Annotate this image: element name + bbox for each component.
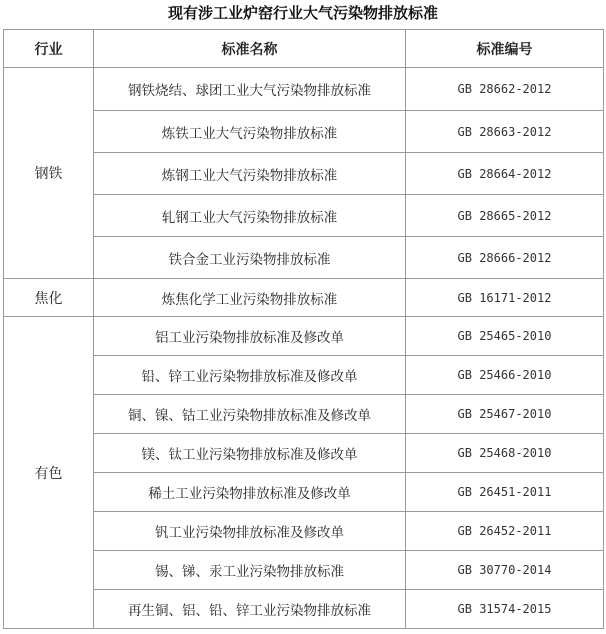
standard-name-cell: 钢铁烧结、球团工业大气污染物排放标准 bbox=[94, 68, 406, 111]
table-row bbox=[4, 512, 604, 551]
standard-code-cell: GB 28665-2012 bbox=[406, 195, 604, 237]
standard-name-cell: 轧钢工业大气污染物排放标准 bbox=[94, 195, 406, 237]
standard-code-cell: GB 28666-2012 bbox=[406, 237, 604, 279]
standard-code-cell: GB 28663-2012 bbox=[406, 111, 604, 153]
standard-name-cell: 炼焦化学工业污染物排放标准 bbox=[94, 279, 406, 317]
standard-code-cell: GB 16171-2012 bbox=[406, 279, 604, 317]
standard-code-cell: GB 25465-2010 bbox=[406, 317, 604, 356]
table-row bbox=[4, 279, 604, 317]
table-row bbox=[4, 356, 604, 395]
table-row bbox=[4, 590, 604, 629]
header-standard-name: 标准名称 bbox=[94, 30, 406, 68]
standard-name-cell: 镁、钛工业污染物排放标准及修改单 bbox=[94, 434, 406, 473]
standard-code-cell: GB 30770-2014 bbox=[406, 551, 604, 590]
page-title: 现有涉工业炉窑行业大气污染物排放标准 bbox=[167, 4, 438, 22]
table-row bbox=[4, 195, 604, 237]
standard-code-cell: GB 28664-2012 bbox=[406, 153, 604, 195]
industry-cell: 有色 bbox=[4, 317, 94, 629]
table-row bbox=[4, 317, 604, 356]
standard-code-cell: GB 28662-2012 bbox=[406, 68, 604, 111]
table-row bbox=[4, 395, 604, 434]
table-row bbox=[4, 434, 604, 473]
header-industry: 行业 bbox=[4, 30, 94, 68]
standard-name-cell: 铅、锌工业污染物排放标准及修改单 bbox=[94, 356, 406, 395]
industry-cell: 焦化 bbox=[4, 279, 94, 317]
standard-code-cell: GB 26452-2011 bbox=[406, 512, 604, 551]
standard-name-cell: 铁合金工业污染物排放标准 bbox=[94, 237, 406, 279]
standards-table bbox=[3, 29, 604, 629]
standard-code-cell: GB 25466-2010 bbox=[406, 356, 604, 395]
standard-name-cell: 稀土工业污染物排放标准及修改单 bbox=[94, 473, 406, 512]
standard-name-cell: 炼钢工业大气污染物排放标准 bbox=[94, 153, 406, 195]
table-row bbox=[4, 111, 604, 153]
standard-name-cell: 钒工业污染物排放标准及修改单 bbox=[94, 512, 406, 551]
standard-code-cell: GB 26451-2011 bbox=[406, 473, 604, 512]
standard-name-cell: 再生铜、铝、铅、锌工业污染物排放标准 bbox=[94, 590, 406, 629]
standard-name-cell: 炼铁工业大气污染物排放标准 bbox=[94, 111, 406, 153]
table-row bbox=[4, 473, 604, 512]
table-row bbox=[4, 551, 604, 590]
table-header bbox=[4, 30, 604, 68]
header-standard-code: 标准编号 bbox=[406, 30, 604, 68]
industry-cell: 钢铁 bbox=[4, 68, 94, 279]
standard-code-cell: GB 25468-2010 bbox=[406, 434, 604, 473]
standard-name-cell: 锡、锑、汞工业污染物排放标准 bbox=[94, 551, 406, 590]
table-body bbox=[4, 68, 604, 629]
table-row bbox=[4, 153, 604, 195]
standard-code-cell: GB 31574-2015 bbox=[406, 590, 604, 629]
standard-name-cell: 铝工业污染物排放标准及修改单 bbox=[94, 317, 406, 356]
standard-name-cell: 铜、镍、钴工业污染物排放标准及修改单 bbox=[94, 395, 406, 434]
table-row bbox=[4, 68, 604, 111]
table-row bbox=[4, 237, 604, 279]
standard-code-cell: GB 25467-2010 bbox=[406, 395, 604, 434]
